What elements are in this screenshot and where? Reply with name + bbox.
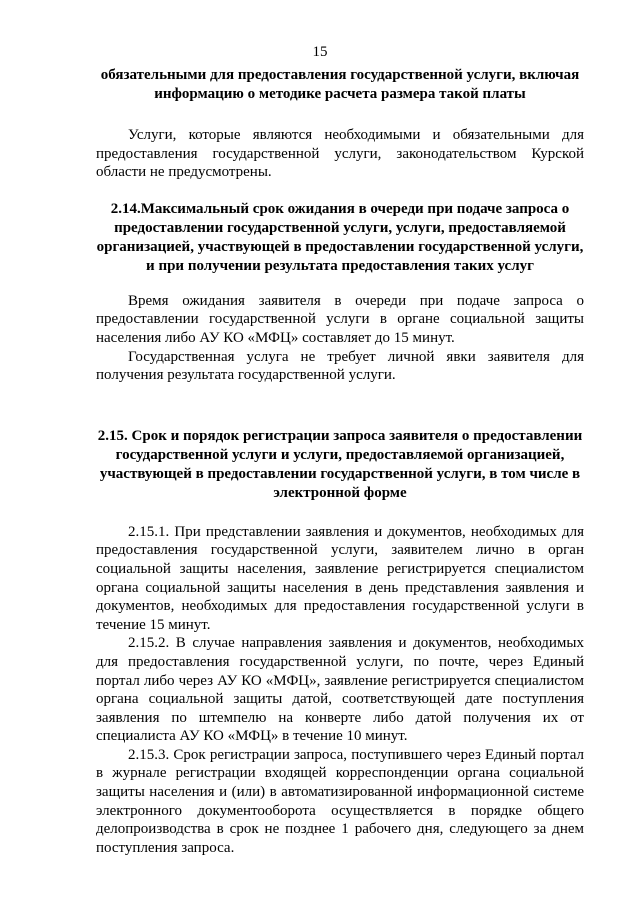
paragraph-2-15-2: 2.15.2. В случае направления заявления и документов, необходимых для предоставления государственной услуги, по почте, через Единый портал либо через АУ КО «МФЦ», заявление регистрируется специалистом органа социальной защиты датой, соответствующей дате поступления заявления по штемпелю на конверте либо датой получения их от специалиста АУ КО «МФЦ» в течение 10 минут. [96,635,584,745]
document-content [96,66,584,857]
paragraph-2-14-no-personal-visit: Государственная услуга не требует личной явки заявителя для получения результата государственной услуги. [96,348,584,384]
page-number: 15 [312,44,328,60]
section-heading-2-15: 2.15. Срок и порядок регистрации запроса заявителя о предоставлении государственной услуги и услуги, предоставляемой организацией, участвующей в предоставлении государственной услуги, в том числе в электронной форме [97,427,583,501]
paragraph-2-14-wait-time: Время ожидания заявителя в очереди при подаче запроса о предоставлении государственной услуги в органе социальной защиты населения либо АУ КО «МФЦ» составляет до 15 минут. [96,292,584,346]
paragraph-services-not-required: Услуги, которые являются необходимыми и обязательными для предоставления государственной услуги, законодательством Курской области не предусмотрены. [96,127,584,181]
section-heading-continuation: обязательными для предоставления государственной услуги, включая информацию о методике расчета размера такой платы [100,67,580,102]
paragraph-2-15-3: 2.15.3. Срок регистрации запроса, поступившего через Единый портал в журнале регистрации входящей корреспонденции органа социальной защиты населения и (или) в автоматизированной информационной системе электронного документооборота осуществляется в порядке общего делопроизводства в срок не позднее 1 рабочего дня, следующего за днем поступления запроса. [96,746,584,856]
paragraph-2-15-1: 2.15.1. При представлении заявления и документов, необходимых для предоставления государственной услуги, заявителем лично в орган социальной защиты населения, заявление регистрируется специалистом органа социальной защиты населения в день представления заявления и документов, необходимых для предоставления государственной услуги в течение 15 минут. [96,523,584,633]
section-heading-2-14: 2.14.Максимальный срок ожидания в очереди при подаче запроса о предоставлении государственной услуги, услуги, предоставляемой организацией, участвующей в предоставлении государственной услуги, и при получении результата предоставления таких услуг [96,200,584,274]
